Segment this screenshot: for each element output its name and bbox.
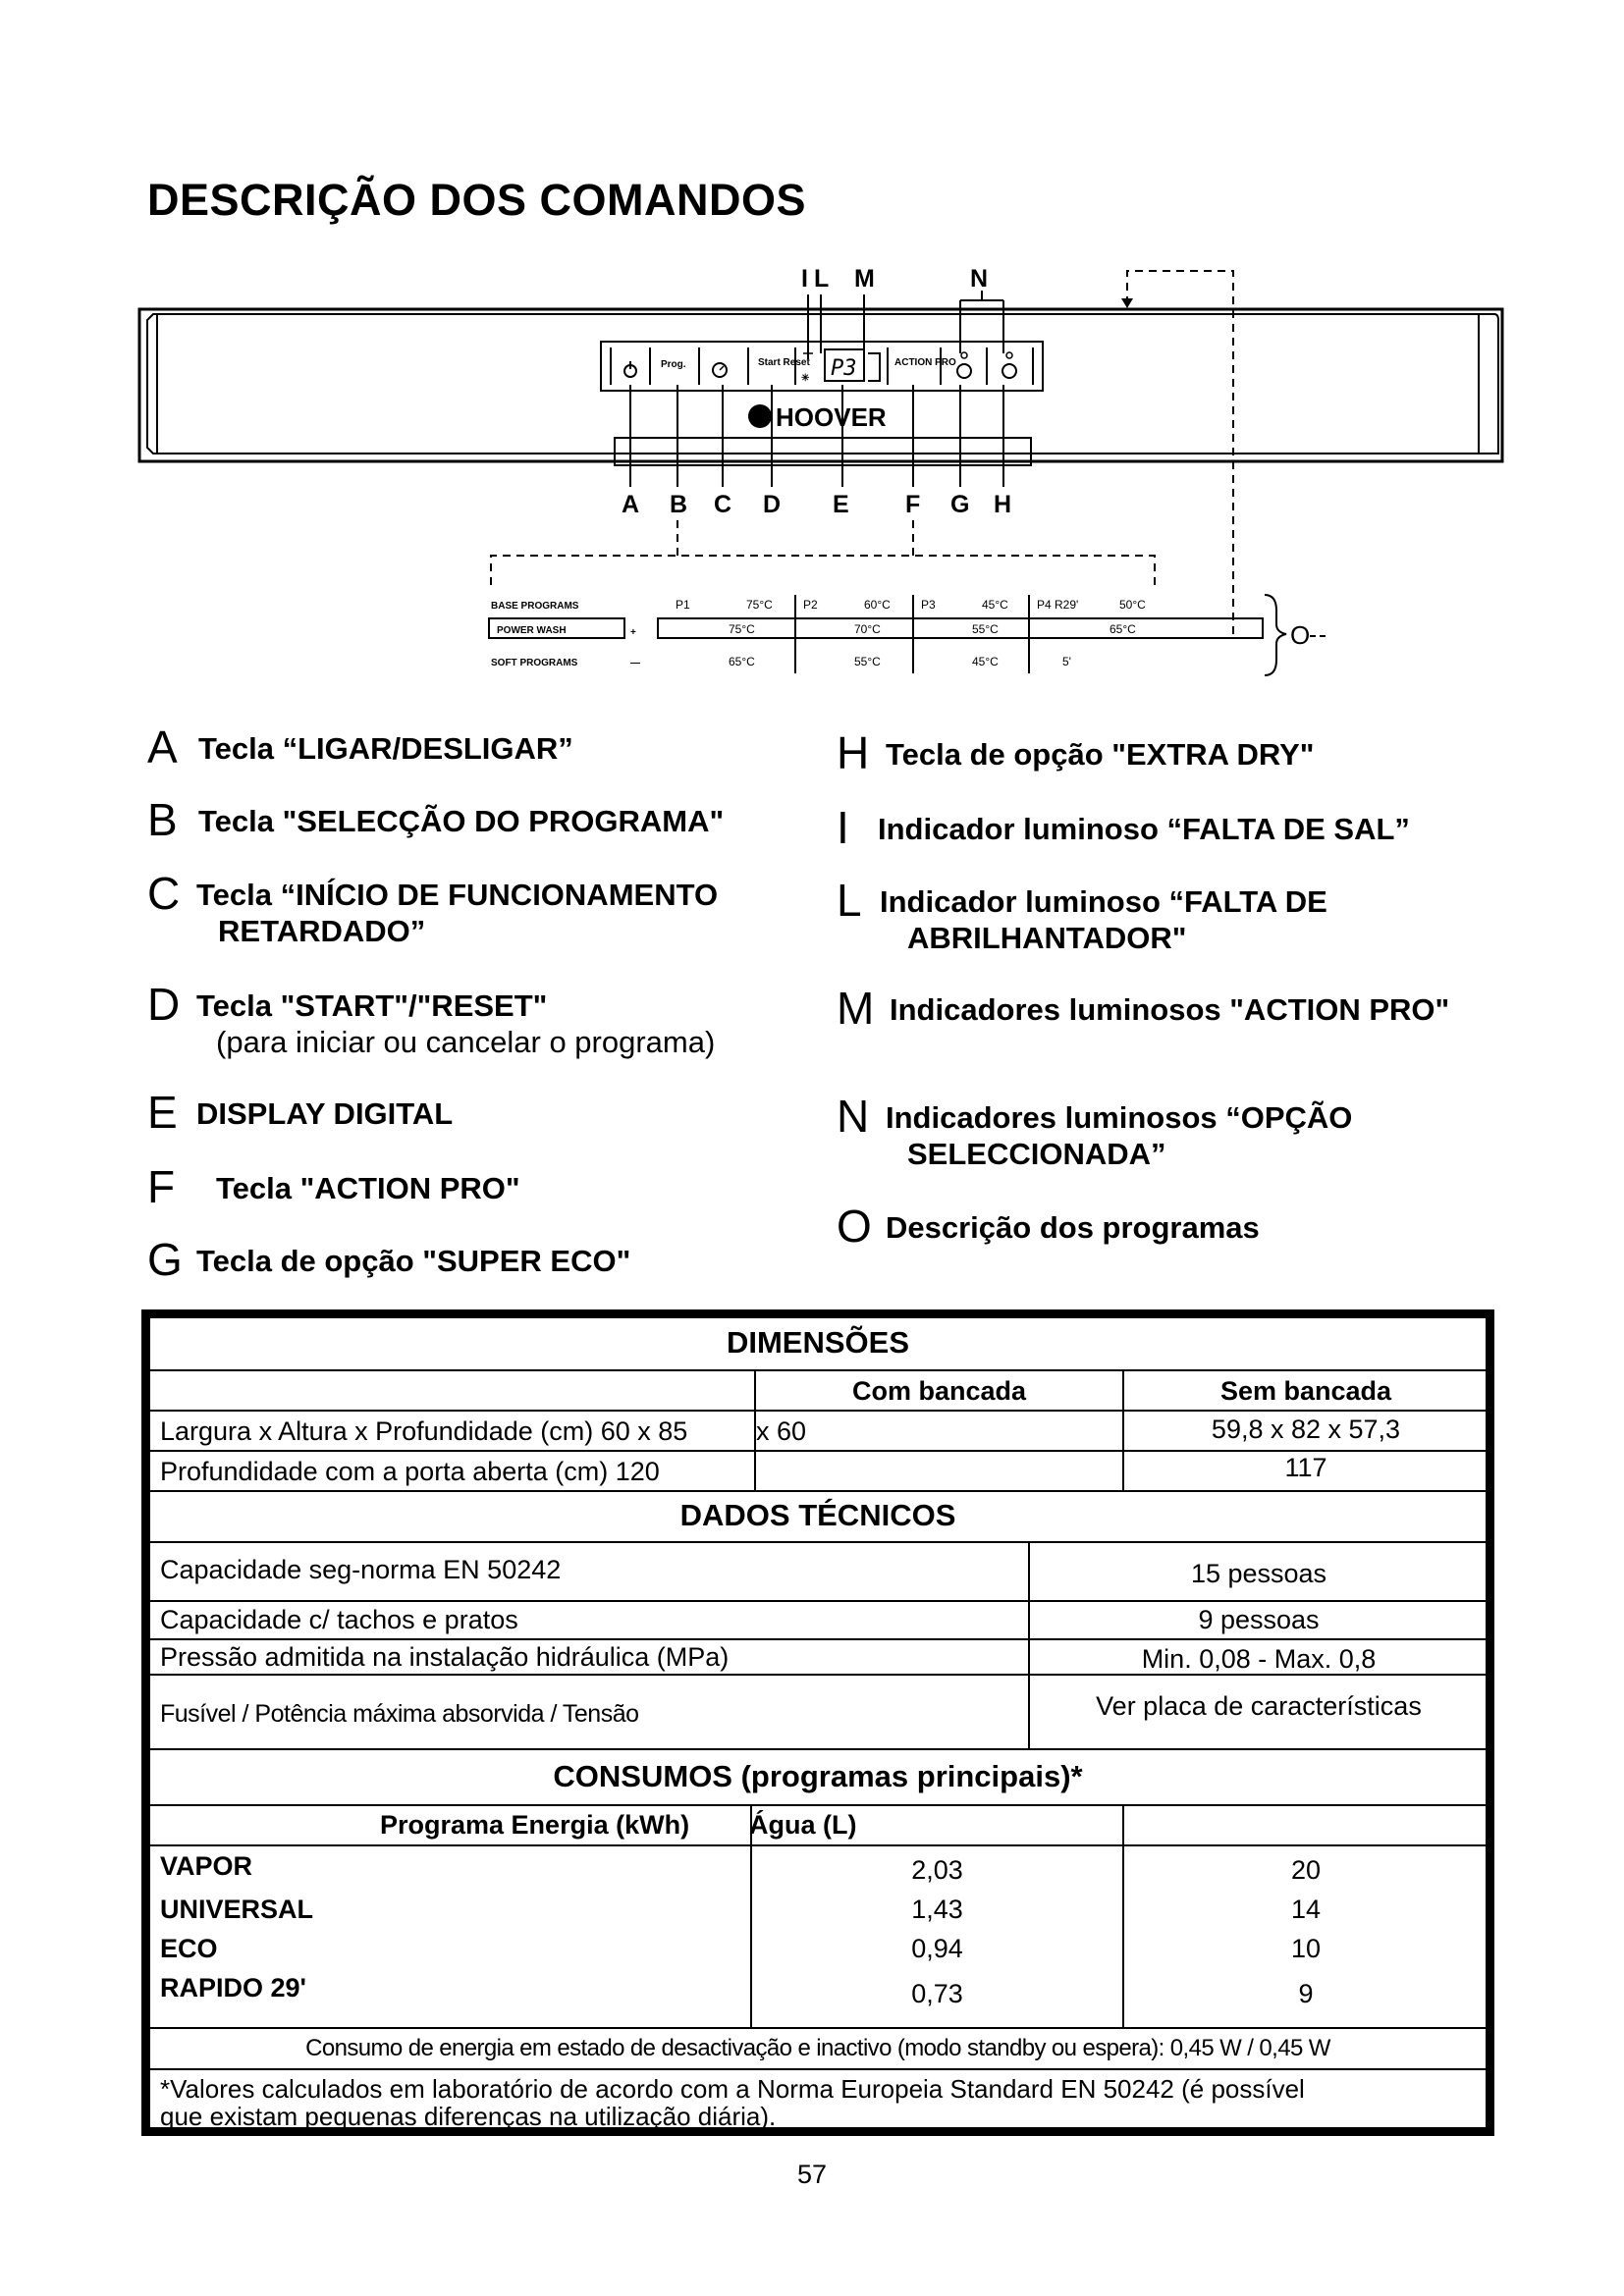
svg-text:HOOVER: HOOVER [776, 402, 887, 432]
dim-row-2-label: Profundidade com a porta aberta (cm) 120 [160, 1457, 660, 1486]
consumption-row-2-water: 14 [1290, 1895, 1322, 1924]
consumption-row-3-program: ECO [160, 1934, 218, 1963]
label-I: I [801, 265, 808, 293]
svg-text:50°C: 50°C [1119, 598, 1146, 612]
consumption-header-water: Água (L) [749, 1810, 857, 1840]
action-pro-icon[interactable]: ACTION PRO [894, 357, 956, 368]
consumption-header-program-energy: Programa Energia (kWh) [380, 1810, 690, 1840]
tech-row-3-label: Pressão admitida na instalação hidráulica (MPa) [160, 1642, 730, 1672]
svg-text:75°C: 75°C [746, 598, 773, 612]
control-panel-diagram [0, 0, 1624, 707]
svg-text:70°C: 70°C [854, 622, 881, 636]
tech-row-4-label: Fusível / Potência máxima absorvida / Tensão [160, 1700, 639, 1728]
dim-row-1-with: x 60 [756, 1416, 807, 1446]
consumption-row-2-program: UNIVERSAL [160, 1895, 314, 1924]
svg-text:POWER WASH: POWER WASH [497, 625, 567, 636]
tech-row-3-value: Min. 0,08 - Max. 0,8 [1141, 1644, 1377, 1674]
label-B: B [670, 491, 688, 518]
svg-text:P2: P2 [803, 598, 818, 612]
svg-text:—: — [630, 658, 640, 668]
tech-row-4-value: Ver placa de características [1096, 1691, 1422, 1721]
consumption-row-1-water: 20 [1290, 1855, 1322, 1885]
label-O: O [1290, 620, 1311, 650]
tech-row-2-label: Capacidade c/ tachos e pratos [160, 1605, 518, 1634]
footnote-line-1: *Valores calculados em laboratório de acordo com a Norma Europeia Standard EN 50242 (é possível [160, 2074, 1305, 2104]
dim-row-1-label: Largura x Altura x Profundidade (cm) 60 x 85 [160, 1416, 688, 1446]
consumption-row-3-energy: 0,94 [911, 1934, 963, 1963]
dim-row-1-without: 59,8 x 82 x 57,3 [1211, 1415, 1401, 1444]
consumption-row-3-water: 10 [1290, 1934, 1322, 1963]
program-icon[interactable]: Prog. [661, 359, 686, 370]
svg-text:45°C: 45°C [972, 655, 999, 668]
consumption-row-4-energy: 0,73 [911, 1979, 963, 2008]
label-C: C [714, 491, 732, 518]
svg-text:75°C: 75°C [729, 622, 755, 636]
svg-text:P3: P3 [921, 598, 936, 612]
svg-text:P1: P1 [676, 598, 690, 612]
svg-text:5': 5' [1062, 655, 1071, 668]
start-reset-icon[interactable]: Start Reset [758, 357, 810, 368]
label-G: G [950, 491, 970, 518]
tech-title: DADOS TÉCNICOS [679, 1498, 956, 1532]
consumption-row-2-energy: 1,43 [911, 1895, 963, 1924]
svg-text:+: + [630, 627, 636, 638]
svg-text:55°C: 55°C [854, 655, 881, 668]
dim-row-2-without: 117 [1284, 1453, 1327, 1482]
svg-text:65°C: 65°C [729, 655, 755, 668]
tech-row-2-value: 9 pessoas [1198, 1605, 1320, 1634]
consumption-row-1-energy: 2,03 [911, 1855, 963, 1885]
svg-text:SOFT PROGRAMS: SOFT PROGRAMS [491, 658, 578, 668]
label-A: A [622, 491, 640, 518]
label-L: L [814, 265, 830, 293]
consumption-row-1-program: VAPOR [160, 1851, 253, 1881]
display-text: P3 [831, 356, 857, 381]
footnote-line-2: que existam pequenas diferenças na utilização diária). [160, 2102, 777, 2131]
label-D: D [763, 491, 782, 518]
tech-row-1-label: Capacidade seg-norma EN 50242 [160, 1555, 562, 1584]
standby-note: Consumo de energia em estado de desactivação e inactivo (modo standby ou espera): 0,45 W / 0,45 W [305, 2035, 1330, 2061]
specifications-table [141, 1309, 1494, 2136]
label-E: E [833, 491, 849, 518]
col-with-counter: Com bancada [851, 1376, 1027, 1406]
svg-text:BASE PROGRAMS: BASE PROGRAMS [491, 601, 579, 612]
label-M: M [854, 265, 875, 293]
label-H: H [994, 491, 1012, 518]
consumption-title: CONSUMOS (programas principais)* [553, 1759, 1083, 1793]
svg-text:45°C: 45°C [982, 598, 1008, 612]
col-without-counter: Sem bancada [1219, 1376, 1392, 1406]
svg-text:60°C: 60°C [864, 598, 891, 612]
consumption-row-4-program: RAPIDO 29' [160, 1973, 306, 2002]
dimensions-title: DIMENSÕES [726, 1325, 910, 1360]
page-number: 57 [796, 2160, 828, 2189]
svg-text:65°C: 65°C [1110, 622, 1136, 636]
hoover-logo [748, 402, 887, 432]
svg-text:✳: ✳ [801, 373, 810, 384]
consumption-row-4-water: 9 [1298, 1979, 1314, 2008]
label-N: N [970, 265, 989, 293]
svg-text:P4 R29': P4 R29' [1037, 598, 1079, 612]
program-description [489, 595, 1327, 675]
svg-text:55°C: 55°C [972, 622, 999, 636]
label-F: F [905, 491, 921, 518]
tech-row-1-value: 15 pessoas [1190, 1559, 1327, 1588]
page-title: DESCRIÇÃO DOS COMANDOS [147, 175, 807, 225]
